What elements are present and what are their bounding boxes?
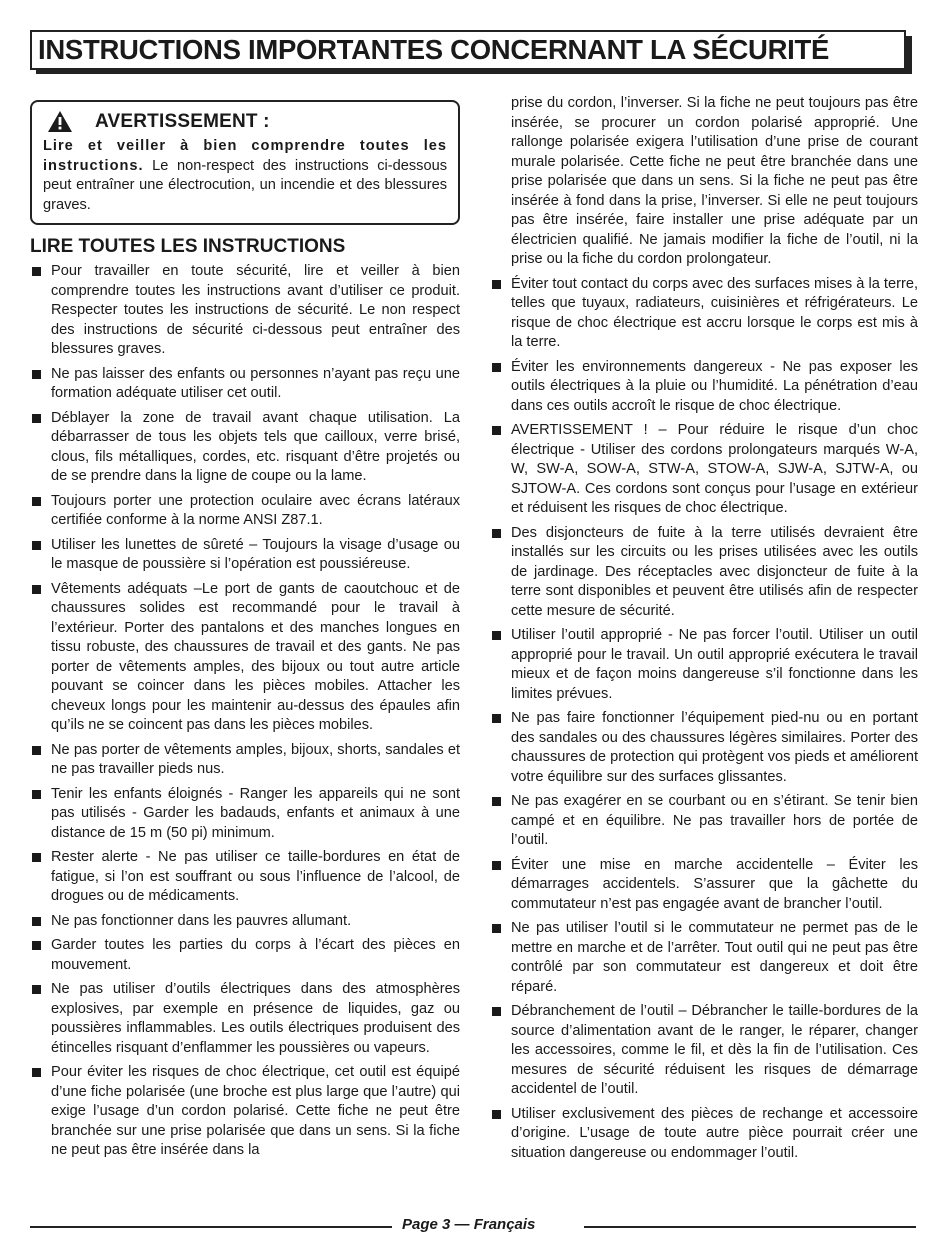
list-item-text: Éviter les environnements dangereux - Ne pas exposer les outils électriques à la pluie ou l’humidité. La pénétration d’eau dans ces outils accroît le risque de choc électrique. xyxy=(511,358,918,414)
list-item-text: Pour éviter les risques de choc électrique, cet outil est équipé d’une fiche polarisée (une broche est plus large que l’autre) qui exige l’usage d’un cordon polarisé. Cette fiche ne peut être branchée sur une prise polarisée que dans un sens. Si la fiche ne peut pas être insérée dans la xyxy=(51,1064,460,1158)
warning-text xyxy=(43,137,447,215)
square-bullet-icon xyxy=(492,529,501,538)
list-item xyxy=(490,1105,918,1164)
square-bullet-icon xyxy=(492,924,501,933)
list-item-text: Utiliser exclusivement des pièces de rechange et accessoire d’origine. L’usage de toute autre pièce pourrait créer une situation dangereuse ou endommager l’outil. xyxy=(511,1105,918,1161)
page-title: INSTRUCTIONS IMPORTANTES CONCERNANT LA SÉCURITÉ xyxy=(38,34,830,65)
list-item xyxy=(30,912,460,932)
list-item-text: Ne pas porter de vêtements amples, bijoux, shorts, sandales et ne pas travailler pieds nus. xyxy=(51,741,460,777)
list-item xyxy=(490,856,918,915)
list-item xyxy=(490,919,918,997)
list-item xyxy=(490,275,918,353)
list-item xyxy=(30,409,460,487)
list-item xyxy=(30,492,460,531)
title-banner xyxy=(30,30,912,74)
square-bullet-icon xyxy=(32,941,41,950)
square-bullet-icon xyxy=(32,985,41,994)
list-item xyxy=(30,536,460,575)
footer-rule-left xyxy=(30,1226,392,1228)
right-instruction-list xyxy=(490,275,918,1164)
square-bullet-icon xyxy=(32,853,41,862)
square-bullet-icon xyxy=(492,1110,501,1119)
square-bullet-icon xyxy=(492,861,501,870)
square-bullet-icon xyxy=(492,363,501,372)
list-item-text: Utiliser l’outil approprié - Ne pas forcer l’outil. Utiliser un outil approprié pour le travail. Un outil approprié exécutera le travail mieux et de façon moins dangereuse s’il fonctionne dans les limites prévues. xyxy=(511,627,918,702)
continued-paragraph: prise du cordon, l’inverser. Si la fiche ne peut toujours pas être insérée, se procurer un cordon polarisé approprié. Une rallonge polarisée exigera l’utilisation d’une prise de courant murale polarisée. Cette fiche ne peut être branchée dans une prise polarisée que dans un sens. Si la fiche ne peut pas être insérée à fond dans la prise, l’inverser. Si elle ne peut toujours pas être insérée, faire installer une prise adéquate par un électricien qualifié. Ne jamais modifier la fiche de l’outil, ni la prise ou la fiche du cordon prolongateur. xyxy=(511,95,918,267)
list-item xyxy=(490,626,918,704)
square-bullet-icon xyxy=(492,426,501,435)
list-item xyxy=(30,580,460,736)
list-item xyxy=(30,936,460,975)
list-item xyxy=(490,358,918,417)
list-item-text: AVERTISSEMENT ! – Pour réduire le risque d’un choc électrique - Utiliser des cordons prolongateurs marqués W-A, W, SW-A, SOW-A, STW-A, STOW-A, SJW-A, SJTW-A, ou SJTOW-A. Ces cordons sont conçus pour l’usage en extérieur et réduisent les risques de choc électrique. xyxy=(511,422,918,516)
list-item-text: Vêtements adéquats –Le port de gants de caoutchouc et de chaussures solides est recommandé pour le travail à l’extérieur. Porter des pantalons et des manches longues en tissu robuste, des chaussures de travail et des gants. Ne pas porter de vêtements amples, des bijoux ou tout autre article pouvant se coincer dans les pièces mobiles. Attacher les cheveux longs pour les maintenir au-dessus des épaules afin qu’ils ne se coincent pas dans les pièces mobiles. xyxy=(51,580,460,733)
list-item xyxy=(30,785,460,844)
square-bullet-icon xyxy=(492,1007,501,1016)
square-bullet-icon xyxy=(492,714,501,723)
list-item-text: Utiliser les lunettes de sûreté – Toujours la visage d’usage ou le masque de poussière si l’opération est poussiéreuse. xyxy=(51,536,460,572)
list-item-text: Des disjoncteurs de fuite à la terre utilisés devraient être installés sur les circuits ou les prises utilisées avec les outils de jardinage. Des réceptacles avec disjoncteur de fuite à la terre sont disponibles et peuvent être utilisés afin de respecter cette mesure de sécurité. xyxy=(511,524,918,619)
footer-rule-right xyxy=(584,1226,916,1228)
list-item-text: Garder toutes les parties du corps à l’écart des pièces en mouvement. xyxy=(51,937,460,973)
square-bullet-icon xyxy=(32,746,41,755)
list-item-text: Ne pas faire fonctionner l’équipement pied-nu ou en portant des sandales ou des chaussures légères similaires. Porter des chaussures de protection qui protègent vos pieds et améliorent votre équilibre sur des surfaces glissantes. xyxy=(511,710,918,785)
list-item xyxy=(490,524,918,622)
list-item xyxy=(30,980,460,1058)
left-instruction-list xyxy=(30,262,460,1161)
list-item-text: Éviter tout contact du corps avec des surfaces mises à la terre, telles que tuyaux, radiateurs, cuisinières et réfrigérateurs. Le risque de choc électrique est accru lorsque le corps est mis à la terre. xyxy=(511,275,918,350)
page-number: Page 3 — Français xyxy=(402,1216,536,1233)
right-column xyxy=(490,94,918,1168)
list-item-text: Toujours porter une protection oculaire avec écrans latéraux certifiée conforme à la norme ANSI Z87.1. xyxy=(51,492,460,528)
warning-title: AVERTISSEMENT : xyxy=(95,110,270,132)
list-item xyxy=(30,365,460,404)
warning-body-text: Le non-respect des instructions ci-dessous peut entraîner une électrocution, un incendie et des blessures graves. xyxy=(43,157,447,213)
list-item-text: Ne pas fonctionner dans les pauvres allumant. xyxy=(51,912,352,929)
list-item-text: Ne pas exagérer en se courbant ou en s’étirant. Se tenir bien campé et en équilibre. Ne pas travailler hors de portée de l’outil. xyxy=(511,793,918,848)
list-item xyxy=(490,792,918,851)
square-bullet-icon xyxy=(492,797,501,806)
list-item xyxy=(30,741,460,780)
square-bullet-icon xyxy=(32,1068,41,1077)
square-bullet-icon xyxy=(492,631,501,640)
list-item xyxy=(30,848,460,907)
square-bullet-icon xyxy=(32,790,41,799)
warning-bold-text: Lire et veiller à bien comprendre toutes les instructions. xyxy=(43,138,447,174)
left-column xyxy=(30,96,460,1166)
warning-header xyxy=(47,110,447,133)
list-item xyxy=(490,709,918,787)
section-title: LIRE TOUTES LES INSTRUCTIONS xyxy=(30,236,346,257)
square-bullet-icon xyxy=(32,267,41,276)
list-item-text: Pour travailler en toute sécurité, lire et veiller à bien comprendre toutes les instructions avant d’utiliser ce produit. Respecter toutes les instructions de sécurité. Le non respect des instructions de sécurité ci-dessous peut entraîner des blessures graves. xyxy=(51,263,460,357)
square-bullet-icon xyxy=(32,414,41,423)
square-bullet-icon xyxy=(32,917,41,926)
list-item xyxy=(490,1002,918,1100)
list-item-text: Éviter une mise en marche accidentelle – Éviter les démarrages accidentels. S’assurer que la gâchette du commutateur n’est pas engagée avant de brancher l’outil. xyxy=(511,856,918,912)
square-bullet-icon xyxy=(32,497,41,506)
warning-box xyxy=(30,100,460,225)
list-item xyxy=(490,421,918,519)
list-item-text: Ne pas laisser des enfants ou personnes n’ayant pas reçu une formation adéquate utiliser cet outil. xyxy=(51,365,460,401)
list-item-text: Tenir les enfants éloignés - Ranger les appareils qui ne sont pas utilisés - Garder les badauds, enfants et animaux à une distance de 15 m (50 pi) minimum. xyxy=(51,785,460,841)
list-item-text: Ne pas utiliser d’outils électriques dans des atmosphères explosives, par exemple en présence de liquides, gaz ou poussières inflammables. Les outils électriques produisent des étincelles risquant d’enflammer les poussières ou vapeurs. xyxy=(51,981,460,1056)
banner-box xyxy=(30,30,906,70)
page-footer xyxy=(30,1216,916,1236)
square-bullet-icon xyxy=(32,370,41,379)
list-item-text: Ne pas utiliser l’outil si le commutateur ne permet pas de le mettre en marche et de l’arrêter. Tout outil qui ne peut pas être contrôlé par son commutateur est dangereux et doit être réparé. xyxy=(511,920,918,995)
warning-triangle-icon xyxy=(47,110,73,133)
list-item-text: Débranchement de l’outil – Débrancher le taille-bordures de la source d’alimentation avant de le ranger, le réparer, changer les accessoires, comme le fil, et dès la fin de l’utilisation. Ces mesures de sécurité réduisent les risques de démarrage accidentel de l’outil. xyxy=(511,1003,918,1097)
list-item xyxy=(30,1063,460,1161)
list-item-text: Rester alerte - Ne pas utiliser ce taille-bordures en état de fatigue, si l’on est souffrant ou sous l’influence de l’alcool, de drogues ou de médicaments. xyxy=(51,849,460,904)
square-bullet-icon xyxy=(32,541,41,550)
square-bullet-icon xyxy=(492,280,501,289)
square-bullet-icon xyxy=(32,585,41,594)
list-item-text: Déblayer la zone de travail avant chaque utilisation. La débarrasser de tous les objets tels que cailloux, verre brisé, clous, fils métalliques, cordes, etc. risquant d’être projetés ou de se prendre dans la ligne de coupe ou la lame. xyxy=(51,409,460,484)
list-item xyxy=(30,262,460,360)
